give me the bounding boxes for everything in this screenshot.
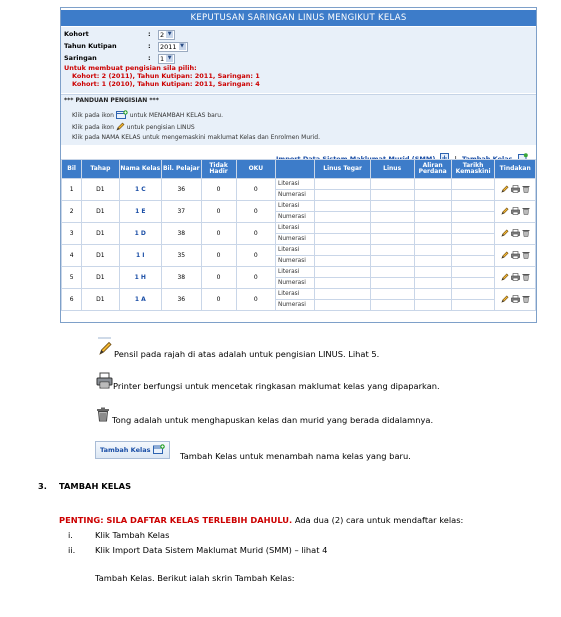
table-row [62, 201, 536, 212]
cell-tindakan [495, 223, 536, 245]
guide-line-3: Klik pada NAMA KELAS untuk mengemaskini maklumat Kelas dan Enrolmen Murid. [72, 134, 320, 141]
last-line: Tambah Kelas. Berikut ialah skrin Tambah Kelas: [95, 573, 295, 583]
cell-tarikh [451, 256, 495, 267]
cell-bil: 6 [62, 289, 82, 311]
numerasi-label: Numerasi [276, 278, 315, 289]
cell-bil-pelajar: 35 [162, 245, 201, 267]
cell-tarikh [451, 234, 495, 245]
cell-tahap: D1 [82, 245, 119, 267]
literasi-label: Literasi [276, 289, 315, 300]
literasi-label: Literasi [276, 201, 315, 212]
printer-icon[interactable] [511, 207, 520, 217]
class-name-link[interactable]: 1 E [119, 201, 162, 223]
literasi-label: Literasi [276, 179, 315, 190]
cell-linus [370, 223, 414, 234]
cell-tarikh [451, 267, 495, 278]
cell-linus-tegar [315, 256, 370, 267]
col-tahap: Tahap [82, 160, 119, 179]
pencil-icon[interactable] [501, 295, 509, 305]
pencil-illustration [96, 337, 113, 361]
saringan-value: 1 [160, 55, 165, 63]
trash-icon[interactable] [522, 295, 530, 305]
cell-linus [370, 267, 414, 278]
class-name-link[interactable]: 1 C [119, 179, 162, 201]
cell-tidak-hadir: 0 [201, 179, 236, 201]
literasi-label: Literasi [276, 223, 315, 234]
penting-line [59, 515, 463, 525]
note-heading: Untuk membuat pengisian sila pilih: [64, 64, 197, 72]
printer-icon[interactable] [511, 251, 520, 261]
printer-icon [96, 372, 113, 393]
saringan-select[interactable] [158, 54, 175, 64]
cell-tarikh [451, 201, 495, 212]
cell-aliran-perdana [414, 201, 451, 212]
table-row [62, 245, 536, 256]
col-domain [276, 160, 315, 179]
cell-linus-tegar [315, 300, 370, 311]
guide-line-2-start: Klik pada ikon [72, 124, 114, 131]
cell-tahap: D1 [82, 179, 119, 201]
trash-icon[interactable] [522, 185, 530, 195]
cell-tahap: D1 [82, 201, 119, 223]
trash-icon[interactable] [522, 251, 530, 261]
cell-linus-tegar [315, 267, 370, 278]
tahun-value: 2011 [160, 43, 177, 51]
printer-icon[interactable] [511, 229, 520, 239]
cell-linus-tegar [315, 179, 370, 190]
cell-oku: 0 [236, 289, 275, 311]
cell-aliran-perdana [414, 223, 451, 234]
table-row [62, 223, 536, 234]
cell-linus [370, 190, 414, 201]
cell-aliran-perdana [414, 190, 451, 201]
pencil-icon[interactable] [501, 207, 509, 217]
printer-icon[interactable] [511, 185, 520, 195]
table-row [62, 179, 536, 190]
cell-linus [370, 245, 414, 256]
numerasi-label: Numerasi [276, 256, 315, 267]
cell-linus-tegar [315, 278, 370, 289]
note-line-1: Kohort: 2 (2011), Tahun Kutipan: 2011, Saringan: 1 [72, 72, 260, 80]
chevron-down-icon: ▼ [180, 43, 184, 49]
cell-tahap: D1 [82, 289, 119, 311]
printer-icon[interactable] [511, 295, 520, 305]
cell-linus [370, 234, 414, 245]
cell-aliran-perdana [414, 234, 451, 245]
cell-linus-tegar [315, 201, 370, 212]
col-linus-tegar: Linus Tegar [315, 160, 370, 179]
tahun-select[interactable] [158, 42, 188, 52]
cell-tarikh [451, 223, 495, 234]
cell-linus [370, 289, 414, 300]
cell-bil-pelajar: 38 [162, 267, 201, 289]
literasi-label: Literasi [276, 245, 315, 256]
cell-linus [370, 201, 414, 212]
cell-linus [370, 300, 414, 311]
chevron-down-icon: ▼ [167, 31, 172, 37]
tahun-sep: : [148, 42, 151, 50]
pencil-icon[interactable] [501, 229, 509, 239]
panel-title: KEPUTUSAN SARINGAN LINUS MENGIKUT KELAS [61, 10, 536, 26]
table-row [62, 267, 536, 278]
cell-tahap: D1 [82, 267, 119, 289]
cell-oku: 0 [236, 201, 275, 223]
col-linus: Linus [370, 160, 414, 179]
guide-line-2 [72, 122, 195, 133]
cell-bil-pelajar: 36 [162, 179, 201, 201]
cell-tidak-hadir: 0 [201, 267, 236, 289]
cell-tindakan [495, 289, 536, 311]
col-tarikh-kemaskini: Tarikh Kemaskini [451, 160, 495, 179]
cell-tidak-hadir: 0 [201, 289, 236, 311]
col-aliran-perdana: Aliran Perdana [414, 160, 451, 179]
tahun-label: Tahun Kutipan [64, 42, 117, 50]
list-num-1: i. [68, 530, 73, 540]
cell-aliran-perdana [414, 212, 451, 223]
numerasi-label: Numerasi [276, 190, 315, 201]
class-name-link[interactable]: 1 I [119, 245, 162, 267]
cell-oku: 0 [236, 267, 275, 289]
cell-tindakan [495, 267, 536, 289]
cell-linus-tegar [315, 212, 370, 223]
cell-linus-tegar [315, 289, 370, 300]
cell-tarikh [451, 289, 495, 300]
pencil-icon[interactable] [501, 273, 509, 283]
cell-tindakan [495, 179, 536, 201]
cell-aliran-perdana [414, 289, 451, 300]
pencil-desc: Pensil pada rajah di atas adalah untuk pengisian LINUS. Lihat 5. [114, 349, 380, 359]
col-oku: OKU [236, 160, 275, 179]
cell-linus [370, 278, 414, 289]
cell-tarikh [451, 179, 495, 190]
cell-bil: 3 [62, 223, 82, 245]
cell-linus [370, 179, 414, 190]
cell-aliran-perdana [414, 179, 451, 190]
class-name-link[interactable]: 1 H [119, 267, 162, 289]
cell-linus-tegar [315, 234, 370, 245]
cell-bil-pelajar: 36 [162, 289, 201, 311]
cell-tindakan [495, 201, 536, 223]
cell-tidak-hadir: 0 [201, 223, 236, 245]
kohort-select[interactable] [158, 30, 175, 40]
guide-line-1 [72, 110, 223, 121]
cell-aliran-perdana [414, 278, 451, 289]
cell-bil-pelajar: 38 [162, 223, 201, 245]
cell-tarikh [451, 300, 495, 311]
col-tidak-hadir: Tidak Hadir [201, 160, 236, 179]
note-line-2: Kohort: 1 (2010), Tahun Kutipan: 2011, Saringan: 4 [72, 80, 260, 88]
section-title: TAMBAH KELAS [59, 481, 132, 491]
cell-oku: 0 [236, 245, 275, 267]
numerasi-label: Numerasi [276, 212, 315, 223]
guide-line-1-start: Klik pada ikon [72, 112, 114, 119]
saringan-sep: : [148, 54, 151, 62]
printer-desc: Printer berfungsi untuk mencetak ringkasan maklumat kelas yang dipaparkan. [113, 381, 440, 391]
penting-warning: PENTING: SILA DAFTAR KELAS TERLEBIH DAHULU. [59, 515, 293, 525]
cell-linus [370, 212, 414, 223]
trash-icon [96, 407, 110, 426]
col-nama-kelas: Nama Kelas [119, 160, 162, 179]
penting-rest: Ada dua (2) cara untuk mendaftar kelas: [292, 515, 464, 525]
cell-linus-tegar [315, 223, 370, 234]
numerasi-label: Numerasi [276, 300, 315, 311]
pencil-icon[interactable] [501, 185, 509, 195]
tambah-kelas-button-label: Tambah Kelas [100, 446, 151, 454]
cell-bil: 4 [62, 245, 82, 267]
cell-bil: 2 [62, 201, 82, 223]
cell-bil: 5 [62, 267, 82, 289]
cell-tindakan [495, 245, 536, 267]
trash-icon[interactable] [522, 229, 530, 239]
cell-aliran-perdana [414, 267, 451, 278]
cell-bil-pelajar: 37 [162, 201, 201, 223]
trash-icon[interactable] [522, 273, 530, 283]
list-item-1: Klik Tambah Kelas [95, 530, 170, 540]
cell-aliran-perdana [414, 245, 451, 256]
class-table [61, 159, 536, 311]
add-class-icon [153, 444, 165, 456]
kohort-label: Kohort [64, 30, 89, 38]
section-number: 3. [38, 481, 47, 491]
guide-heading: *** PANDUAN PENGISIAN *** [64, 97, 159, 104]
cell-tarikh [451, 278, 495, 289]
col-tindakan: Tindakan [495, 160, 536, 179]
guide-line-2-end: untuk pengisian LINUS [126, 124, 195, 131]
add-class-icon [116, 110, 128, 121]
list-item-2: Klik Import Data Sistem Maklumat Murid (SMM) – lihat 4 [95, 545, 328, 555]
cell-tidak-hadir: 0 [201, 245, 236, 267]
cell-oku: 0 [236, 179, 275, 201]
literasi-label: Literasi [276, 267, 315, 278]
cell-linus [370, 256, 414, 267]
kohort-sep: : [148, 30, 151, 38]
cell-aliran-perdana [414, 300, 451, 311]
cell-tidak-hadir: 0 [201, 201, 236, 223]
saringan-label: Saringan [64, 54, 97, 62]
class-name-link[interactable]: 1 A [119, 289, 162, 311]
tambah-desc: Tambah Kelas untuk menambah nama kelas yang baru. [180, 451, 411, 461]
cell-oku: 0 [236, 223, 275, 245]
chevron-down-icon: ▼ [167, 55, 172, 61]
printer-icon[interactable] [511, 273, 520, 283]
class-name-link[interactable]: 1 D [119, 223, 162, 245]
col-bil: Bil [62, 160, 82, 179]
trash-icon[interactable] [522, 207, 530, 217]
pencil-icon [116, 122, 125, 133]
cell-tarikh [451, 190, 495, 201]
tambah-kelas-button[interactable] [95, 441, 170, 459]
cell-linus-tegar [315, 245, 370, 256]
numerasi-label: Numerasi [276, 234, 315, 245]
col-bil-pelajar: Bil. Pelajar [162, 160, 201, 179]
cell-tarikh [451, 245, 495, 256]
cell-tarikh [451, 212, 495, 223]
cell-linus-tegar [315, 190, 370, 201]
table-header-row [62, 160, 536, 179]
pencil-icon[interactable] [501, 251, 509, 261]
table-row [62, 289, 536, 300]
trash-desc: Tong adalah untuk menghapuskan kelas dan murid yang berada didalamnya. [112, 415, 434, 425]
kohort-value: 2 [160, 31, 165, 39]
cell-tahap: D1 [82, 223, 119, 245]
guide-line-1-end: untuk MENAMBAH KELAS baru. [129, 112, 223, 119]
cell-aliran-perdana [414, 256, 451, 267]
list-num-2: ii. [68, 545, 76, 555]
cell-bil: 1 [62, 179, 82, 201]
